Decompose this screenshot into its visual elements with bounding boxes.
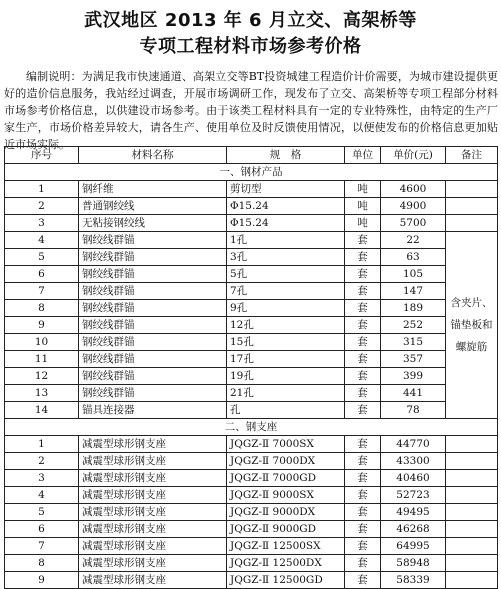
row-number: 11 [5,351,79,368]
material-name: 减震型球形钢支座 [79,487,227,504]
material-name: 无粘接钢绞线 [79,215,227,232]
unit-price: 4900 [381,198,446,215]
specification: 15孔 [227,334,345,351]
unit: 套 [345,572,381,589]
table-row [5,266,498,283]
material-name: 减震型球形钢支座 [79,555,227,572]
row-number: 2 [5,198,79,215]
unit: 套 [345,402,381,419]
table-row [5,300,498,317]
specification: JQGZ-Ⅱ 9000DX [227,504,345,521]
remark-empty [446,504,498,521]
material-name: 钢绞线群锚 [79,368,227,385]
remark-empty [446,521,498,538]
material-name: 钢绞线群锚 [79,232,227,249]
specification: JQGZ-Ⅱ 9000SX [227,487,345,504]
material-name: 钢绞线群锚 [79,249,227,266]
table-row [5,351,498,368]
specification: JQGZ-Ⅱ 12500GD [227,572,345,589]
row-number: 13 [5,385,79,402]
unit-price: 441 [381,385,446,402]
unit-price: 44770 [381,436,446,453]
material-name: 钢绞线群锚 [79,317,227,334]
table-row [5,198,498,215]
material-name: 钢绞线群锚 [79,266,227,283]
row-number: 5 [5,504,79,521]
table-row [5,249,498,266]
table-row [5,504,498,521]
material-name: 普通钢绞线 [79,198,227,215]
header-no: 序号 [5,147,79,164]
table-row [5,283,498,300]
unit: 套 [345,334,381,351]
specification: 9孔 [227,300,345,317]
remark-empty [446,470,498,487]
table-row [5,385,498,402]
row-number: 4 [5,487,79,504]
remark-empty [446,181,498,198]
specification: 17孔 [227,351,345,368]
remark-empty [446,572,498,589]
unit-price: 58339 [381,572,446,589]
table-row [5,436,498,453]
table-row [5,402,498,419]
specification: 19孔 [227,368,345,385]
unit-price: 4600 [381,181,446,198]
specification: JQGZ-Ⅱ 7000SX [227,436,345,453]
remark-empty [446,436,498,453]
unit-price: 315 [381,334,446,351]
specification: JQGZ-Ⅱ 7000DX [227,453,345,470]
unit-price: 357 [381,351,446,368]
material-name: 钢绞线群锚 [79,300,227,317]
row-number: 4 [5,232,79,249]
unit-price: 49495 [381,504,446,521]
specification: JQGZ-Ⅱ 9000GD [227,521,345,538]
unit: 套 [345,249,381,266]
material-name: 钢绞线群锚 [79,334,227,351]
unit-price: 252 [381,317,446,334]
material-name: 锚具连接器 [79,402,227,419]
row-number: 14 [5,402,79,419]
material-name: 钢绞线群锚 [79,385,227,402]
specification: JQGZ-Ⅱ 12500DX [227,555,345,572]
unit: 套 [345,538,381,555]
row-number: 8 [5,555,79,572]
specification: 3孔 [227,249,345,266]
remark-empty [446,555,498,572]
material-name: 减震型球形钢支座 [79,453,227,470]
unit-price: 64995 [381,538,446,555]
price-table [4,146,498,589]
remark-cell: 含夹片、锚垫板和螺旋筋 [446,232,498,419]
unit-price: 43300 [381,453,446,470]
table-row [5,368,498,385]
table-row [5,334,498,351]
row-number: 9 [5,317,79,334]
row-number: 8 [5,300,79,317]
table-row [5,317,498,334]
row-number: 5 [5,249,79,266]
header-spec: 规 格 [227,147,345,164]
header-price: 单价(元) [381,147,446,164]
table-row [5,232,498,249]
unit: 吨 [345,181,381,198]
unit: 套 [345,232,381,249]
header-remark: 备注 [446,147,498,164]
specification: Φ15.24 [227,198,345,215]
section-label: 二、钢支座 [5,419,498,436]
document-title-line2: 专项工程材料市场参考价格 [139,36,362,57]
specification: Φ15.24 [227,215,345,232]
remark-empty [446,487,498,504]
table-row [5,538,498,555]
table-header-row [5,147,498,164]
specification: 剪切型 [227,181,345,198]
remark-empty [446,538,498,555]
unit: 套 [345,266,381,283]
row-number: 1 [5,436,79,453]
unit-price: 63 [381,249,446,266]
section-row [5,419,498,436]
material-name: 钢纤维 [79,181,227,198]
unit: 套 [345,351,381,368]
remark-empty [446,453,498,470]
header-unit: 单位 [345,147,381,164]
specification: 12孔 [227,317,345,334]
unit: 套 [345,453,381,470]
unit-price: 40460 [381,470,446,487]
material-name: 减震型球形钢支座 [79,521,227,538]
table-row [5,215,498,232]
unit: 套 [345,368,381,385]
description-paragraph: 编制说明：为满足我市快速通道、高架立交等BT投资城建工程造价计价需要，为城市建设提供更好的造价信息服务，我站经过调查，开展市场调研工作，现发布了立交、高架桥等专项工程部分材料市场参考价格信息，以供建设市场参考。由于该类工程材料具有一定的专业特殊性，由特定的生产厂家生产，市场价格差异较大，请各生产、使用单位及时反馈使用情况，以便使发布的价格信息更加贴近市场实际。 [4,70,498,151]
remark-empty [446,198,498,215]
specification: 孔 [227,402,345,419]
row-number: 3 [5,470,79,487]
unit: 套 [345,436,381,453]
unit: 吨 [345,215,381,232]
table-row [5,521,498,538]
material-name: 减震型球形钢支座 [79,436,227,453]
unit-price: 399 [381,368,446,385]
material-name: 减震型球形钢支座 [79,538,227,555]
unit-price: 105 [381,266,446,283]
specification: JQGZ-Ⅱ 12500SX [227,538,345,555]
section-row [5,164,498,181]
unit: 套 [345,283,381,300]
row-number: 3 [5,215,79,232]
unit-price: 22 [381,232,446,249]
table-row [5,181,498,198]
remark-empty [446,215,498,232]
unit: 套 [345,470,381,487]
row-number: 10 [5,334,79,351]
table-row [5,555,498,572]
row-number: 6 [5,521,79,538]
specification: 1孔 [227,232,345,249]
specification: 21孔 [227,385,345,402]
unit-price: 46268 [381,521,446,538]
unit: 套 [345,317,381,334]
row-number: 2 [5,453,79,470]
unit-price: 147 [381,283,446,300]
specification: 5孔 [227,266,345,283]
specification: JQGZ-Ⅱ 7000GD [227,470,345,487]
material-name: 钢绞线群锚 [79,283,227,300]
unit-price: 52723 [381,487,446,504]
table-row [5,487,498,504]
unit-price: 58948 [381,555,446,572]
document-title-line1: 武汉地区 2013 年 6 月立交、高架桥等 [84,10,417,31]
unit: 套 [345,504,381,521]
unit: 套 [345,300,381,317]
row-number: 9 [5,572,79,589]
unit-price: 189 [381,300,446,317]
table-row [5,453,498,470]
specification: 7孔 [227,283,345,300]
unit: 吨 [345,198,381,215]
row-number: 7 [5,538,79,555]
unit: 套 [345,521,381,538]
unit-price: 78 [381,402,446,419]
row-number: 6 [5,266,79,283]
unit: 套 [345,487,381,504]
material-name: 钢绞线群锚 [79,351,227,368]
row-number: 7 [5,283,79,300]
material-name: 减震型球形钢支座 [79,572,227,589]
header-name: 材料名称 [79,147,227,164]
row-number: 1 [5,181,79,198]
material-name: 减震型球形钢支座 [79,504,227,521]
table-row [5,470,498,487]
table-row [5,572,498,589]
row-number: 12 [5,368,79,385]
material-name: 减震型球形钢支座 [79,470,227,487]
unit: 套 [345,385,381,402]
unit-price: 5700 [381,215,446,232]
section-label: 一、钢材产品 [5,164,498,181]
unit: 套 [345,555,381,572]
